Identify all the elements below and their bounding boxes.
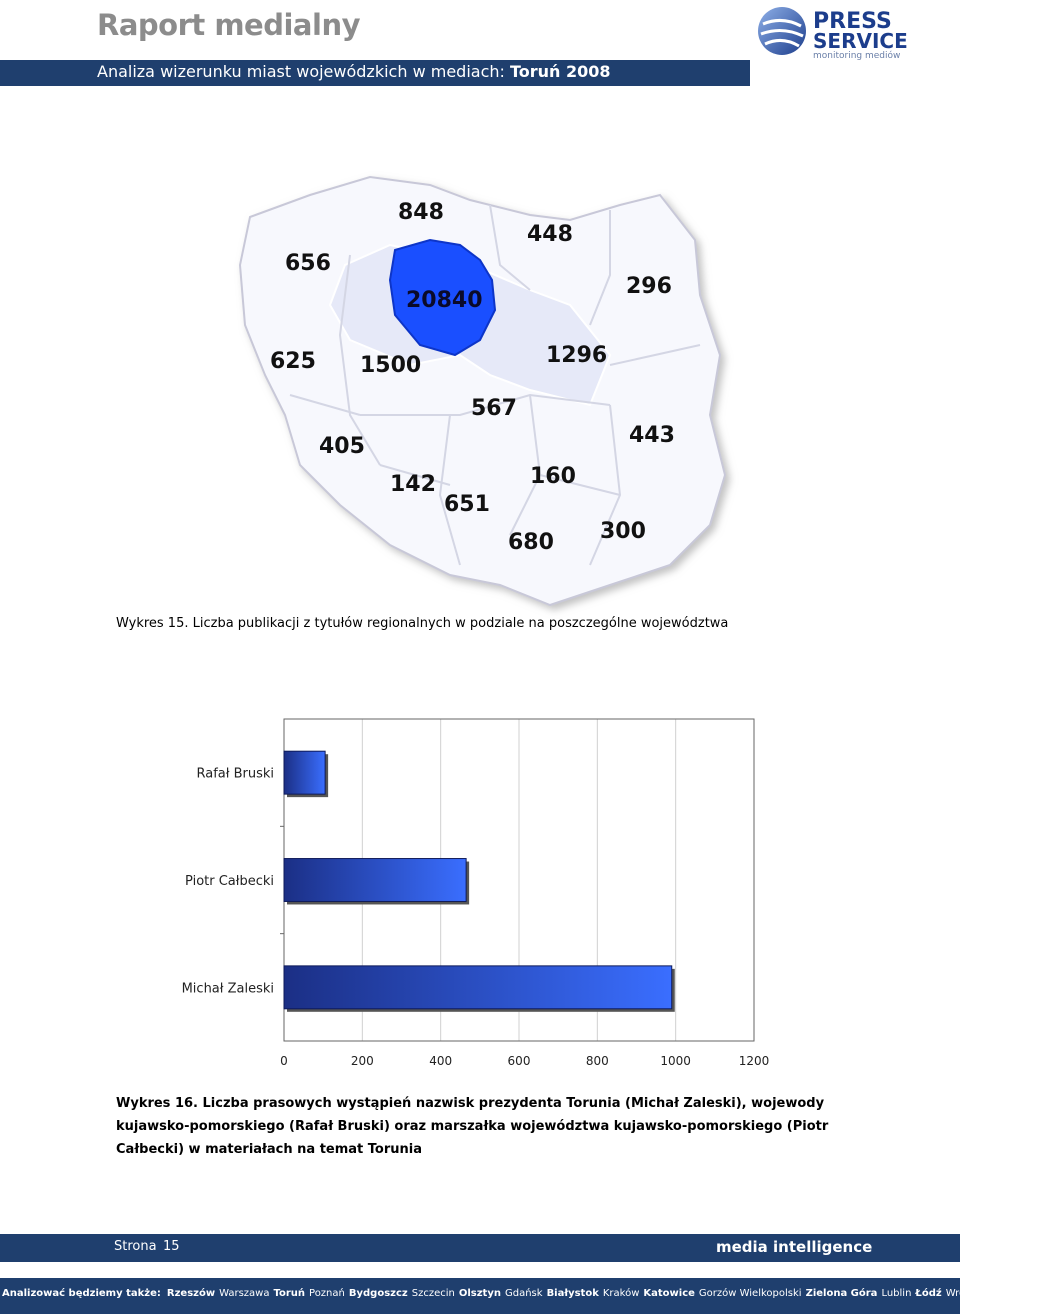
map-value: 296 — [626, 274, 672, 299]
caption-chart-16: Wykres 16. Liczba prasowych wystąpień nazwisk prezydenta Torunia (Michał Zaleski), wojewody kujawsko-pomorskiego (Rafał Bruski) oraz marszałka województwa kujawsko-pomorskiego (Piotr Całbecki) w materiałach na temat Torunia — [116, 1096, 829, 1157]
map-value: 567 — [471, 396, 517, 421]
map-outline — [240, 177, 725, 605]
page-label: Strona — [114, 1239, 157, 1254]
map-value: 405 — [319, 434, 365, 459]
report-title: Raport medialny — [97, 8, 360, 42]
map-value: 848 — [398, 200, 444, 225]
map-value: 680 — [508, 530, 554, 555]
x-tick-label: 1000 — [660, 1054, 691, 1068]
y-category-label: Rafał Bruski — [196, 766, 274, 782]
city-name: Białystok — [546, 1288, 599, 1299]
cities-line — [0, 1288, 1059, 1299]
city-name: Warszawa — [219, 1288, 270, 1299]
city-name: Olsztyn — [458, 1288, 501, 1299]
page-number: 15 — [163, 1239, 180, 1254]
city-name: Kielce — [1028, 1288, 1059, 1299]
subtitle-prefix: Analiza wizerunku miast wojewódzkich w mediach: — [97, 62, 510, 81]
subtitle-city: Toruń 2008 — [509, 62, 611, 81]
cities-list — [165, 1288, 1061, 1299]
cities-intro: Analizować będziemy także: — [2, 1288, 161, 1299]
map-value: 300 — [600, 519, 646, 544]
map-value: 160 — [530, 464, 576, 489]
y-category-label: Piotr Całbecki — [185, 874, 274, 889]
bar — [284, 966, 672, 1009]
x-tick-label: 200 — [350, 1054, 374, 1068]
bar — [284, 751, 325, 794]
map-value: 656 — [285, 251, 331, 276]
x-tick-label: 0 — [280, 1054, 288, 1068]
x-tick-label: 800 — [585, 1054, 609, 1068]
map-value: 1296 — [546, 343, 608, 368]
city-name: Zielona Góra — [805, 1288, 878, 1299]
logo-line-press: PRESS — [813, 9, 892, 34]
map-value: 448 — [527, 222, 573, 247]
city-name: Gorzów Wielkopolski — [698, 1288, 802, 1299]
city-name: Katowice — [643, 1288, 695, 1299]
map-value: 443 — [629, 423, 675, 448]
map-value: 20840 — [406, 288, 483, 313]
press-service-logo — [755, 4, 955, 60]
caption-chart-15: Wykres 15. Liczba publikacji z tytułów regionalnych w podziale na poszczególne województwa — [116, 616, 729, 631]
map-value: 1500 — [360, 353, 422, 378]
map-value: 651 — [444, 492, 490, 517]
city-name: Wrocław — [945, 1288, 988, 1299]
footer-tagline: media intelligence — [716, 1238, 873, 1256]
city-name: Bydgoszcz — [348, 1288, 408, 1299]
map-value: 142 — [390, 472, 436, 497]
report-subtitle — [97, 62, 611, 81]
logo-line-service: SERVICE — [813, 29, 908, 53]
logo-line-monitoring: monitoring mediów — [813, 51, 901, 61]
city-name: Lublin — [881, 1288, 912, 1299]
poland-map — [230, 165, 730, 615]
city-name: Kraków — [602, 1288, 640, 1299]
x-tick-label: 600 — [507, 1054, 531, 1068]
bar — [284, 859, 466, 902]
city-name: Szczecin — [411, 1288, 455, 1299]
x-tick-label: 400 — [429, 1054, 453, 1068]
city-name: Gdańsk — [504, 1288, 543, 1299]
city-name: Poznań — [309, 1288, 345, 1299]
map-value: 625 — [270, 349, 316, 374]
city-name: Łódź — [915, 1288, 942, 1299]
city-name: Rzeszów — [166, 1288, 216, 1299]
x-tick-label: 1200 — [738, 1054, 770, 1068]
y-category-label: Michał Zaleski — [181, 981, 274, 997]
bar-chart — [180, 715, 800, 1075]
city-name: Opole — [991, 1288, 1025, 1299]
city-name: Toruń — [273, 1288, 306, 1299]
